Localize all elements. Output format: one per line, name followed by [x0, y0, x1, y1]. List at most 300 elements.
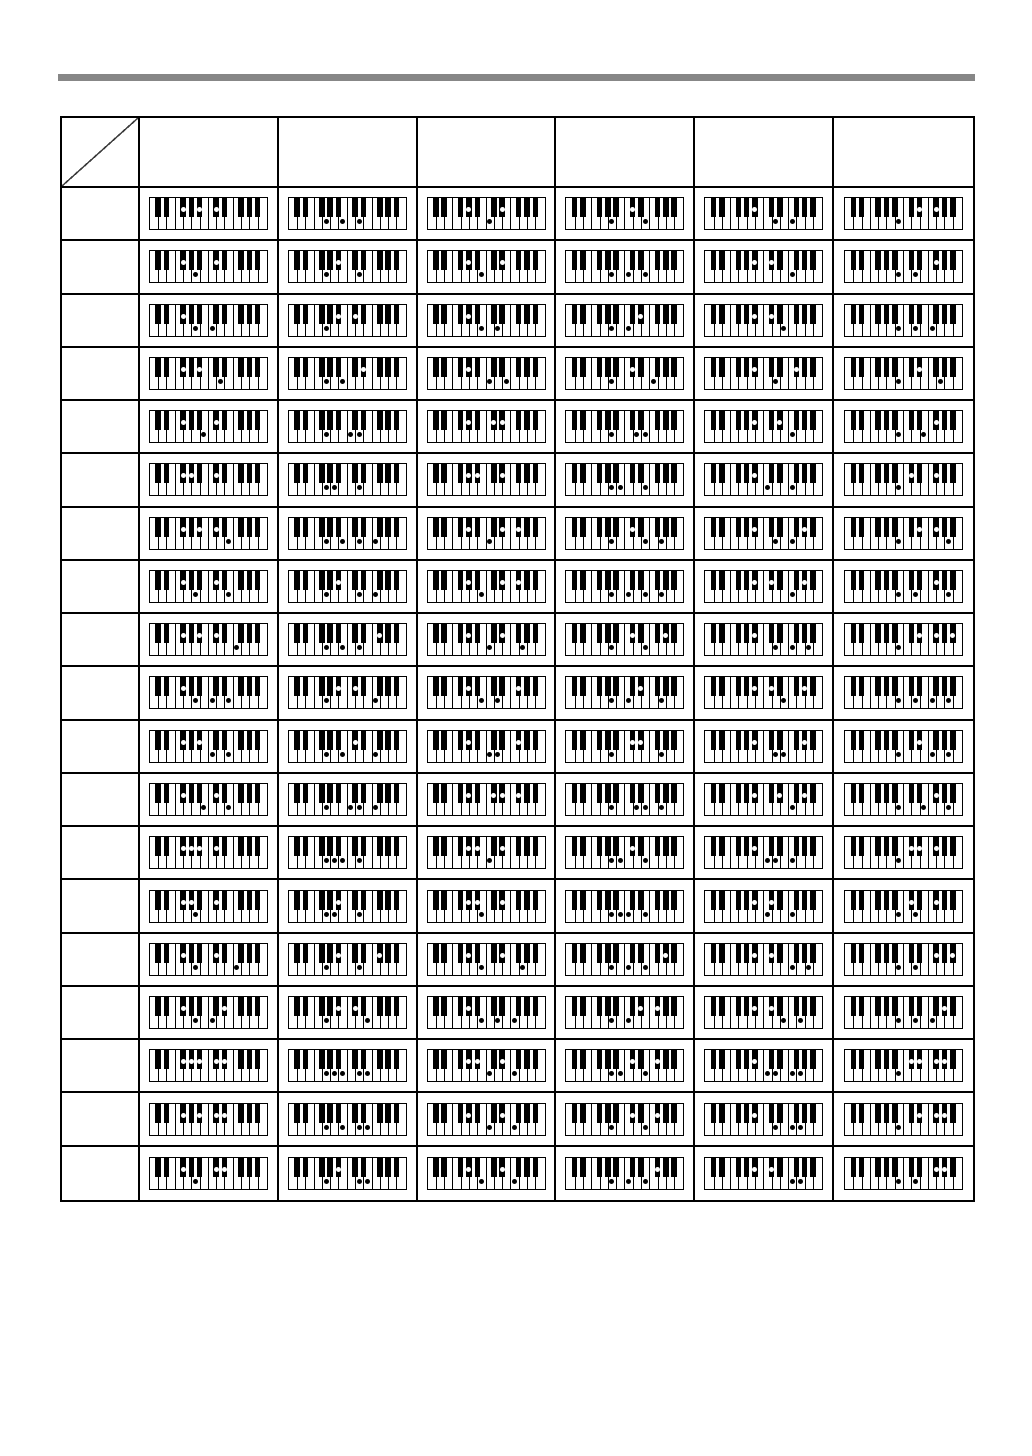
black-key [319, 251, 325, 270]
black-key [630, 677, 636, 696]
white-key-divider [870, 358, 871, 389]
white-key-divider [175, 411, 176, 442]
white-key-divider [452, 677, 453, 708]
pressed-white-key-dot [798, 1179, 803, 1184]
black-key [394, 358, 400, 377]
pressed-black-key-dot [181, 580, 186, 585]
white-key-divider [175, 358, 176, 389]
white-key-divider [730, 731, 731, 762]
pressed-black-key-dot [214, 420, 219, 425]
pressed-black-key-dot [353, 1006, 358, 1011]
pressed-black-key-dot [769, 580, 774, 585]
white-key-divider [314, 891, 315, 922]
chord-cell [695, 561, 834, 614]
black-key [394, 731, 400, 750]
column-header-cell [418, 118, 557, 188]
white-key-divider [314, 944, 315, 975]
black-key [189, 731, 195, 750]
keyboard-diagram [704, 836, 823, 869]
black-key [255, 997, 261, 1016]
white-key-divider [928, 518, 929, 549]
white-key-divider [870, 731, 871, 762]
keyboard-diagram [565, 304, 684, 337]
keyboard-diagram [704, 1103, 823, 1136]
keyboard-diagram [565, 1157, 684, 1190]
black-key [385, 784, 391, 803]
black-key [942, 571, 948, 590]
white-key-divider [208, 677, 209, 708]
white-key-divider [870, 784, 871, 815]
pressed-white-key-dot [487, 1125, 492, 1130]
black-key [777, 571, 783, 590]
white-key-divider [591, 731, 592, 762]
black-key [736, 997, 742, 1016]
white-key-divider [788, 518, 789, 549]
black-key [875, 1104, 881, 1123]
black-key [377, 571, 383, 590]
black-key [516, 997, 522, 1016]
black-key [197, 784, 203, 803]
black-key [777, 837, 783, 856]
black-key [441, 1050, 447, 1069]
black-key [777, 731, 783, 750]
black-key [524, 997, 530, 1016]
white-key-divider [208, 198, 209, 229]
black-key [744, 411, 750, 430]
black-key [524, 305, 530, 324]
black-key [580, 358, 586, 377]
white-key-divider [486, 624, 487, 655]
black-key [533, 731, 539, 750]
black-key [613, 1104, 619, 1123]
keyboard-diagram [149, 410, 268, 443]
keyboard-diagram [427, 783, 546, 816]
black-key [884, 571, 890, 590]
white-key-divider [486, 251, 487, 282]
white-key-divider [928, 624, 929, 655]
white-key-divider [870, 1158, 871, 1189]
pressed-black-key-dot [214, 846, 219, 851]
black-key [580, 411, 586, 430]
black-key [711, 624, 717, 643]
pressed-black-key-dot [181, 260, 186, 265]
white-key-divider [649, 198, 650, 229]
pressed-white-key-dot [520, 645, 525, 650]
black-key [524, 837, 530, 856]
white-key-divider [372, 305, 373, 336]
chord-cell [140, 880, 279, 933]
white-key-divider [347, 837, 348, 868]
pressed-black-key-dot [655, 1167, 660, 1172]
black-key [197, 251, 203, 270]
black-key [361, 251, 367, 270]
row-label-cell [62, 188, 140, 241]
white-key-divider [928, 837, 929, 868]
black-key [394, 571, 400, 590]
white-key-divider [870, 464, 871, 495]
pressed-white-key-dot [643, 912, 648, 917]
black-key [950, 1104, 956, 1123]
black-key [533, 518, 539, 537]
white-key-divider [510, 784, 511, 815]
black-key [164, 944, 170, 963]
black-key [572, 677, 578, 696]
black-key [605, 1050, 611, 1069]
pressed-black-key-dot [214, 633, 219, 638]
pressed-white-key-dot [773, 1071, 778, 1076]
black-key [580, 571, 586, 590]
chord-cell [834, 561, 973, 614]
pressed-black-key-dot [934, 846, 939, 851]
black-key [663, 731, 669, 750]
black-key [361, 1050, 367, 1069]
keyboard-diagram [149, 890, 268, 923]
white-key-divider [730, 677, 731, 708]
white-key-divider [314, 624, 315, 655]
pressed-black-key-dot [181, 1006, 186, 1011]
black-key [572, 731, 578, 750]
black-key [942, 891, 948, 910]
black-key [917, 411, 923, 430]
pressed-white-key-dot [896, 219, 901, 224]
keyboard-diagram [844, 250, 963, 283]
black-key [499, 997, 505, 1016]
black-key [238, 251, 244, 270]
black-key [303, 997, 309, 1016]
pressed-white-key-dot [790, 858, 795, 863]
black-key [433, 784, 439, 803]
keyboard-diagram [427, 197, 546, 230]
black-key [433, 837, 439, 856]
pressed-white-key-dot [357, 805, 362, 810]
pressed-white-key-dot [609, 485, 614, 490]
pressed-white-key-dot [479, 592, 484, 597]
black-key [810, 305, 816, 324]
pressed-black-key-dot [802, 740, 807, 745]
chord-cell [279, 295, 418, 348]
keyboard-diagram [288, 250, 407, 283]
black-key [638, 411, 644, 430]
white-key-divider [314, 411, 315, 442]
pressed-white-key-dot [896, 752, 901, 757]
chord-cell [279, 614, 418, 667]
white-key-divider [763, 518, 764, 549]
black-key [361, 784, 367, 803]
keyboard-diagram [149, 357, 268, 390]
pressed-white-key-dot [930, 698, 935, 703]
black-key [909, 1104, 915, 1123]
pressed-white-key-dot [946, 592, 951, 597]
black-key [377, 837, 383, 856]
black-key [655, 624, 661, 643]
black-key [663, 571, 669, 590]
black-key [884, 1158, 890, 1177]
black-key [794, 464, 800, 483]
white-key-divider [730, 1158, 731, 1189]
white-key-divider [510, 1158, 511, 1189]
black-key [933, 677, 939, 696]
black-key [377, 411, 383, 430]
black-key [630, 891, 636, 910]
black-key [155, 837, 161, 856]
black-key [597, 837, 603, 856]
black-key [875, 198, 881, 217]
black-key [794, 997, 800, 1016]
pressed-black-key-dot [214, 527, 219, 532]
white-key-divider [486, 944, 487, 975]
black-key [917, 944, 923, 963]
keyboard-diagram [288, 890, 407, 923]
chord-cell [556, 667, 695, 720]
black-key [744, 1158, 750, 1177]
black-key [189, 358, 195, 377]
black-key [533, 571, 539, 590]
black-key [524, 358, 530, 377]
black-key [802, 1104, 808, 1123]
pressed-white-key-dot [324, 326, 329, 331]
black-key [605, 837, 611, 856]
black-key [394, 305, 400, 324]
black-key [777, 464, 783, 483]
black-key [794, 837, 800, 856]
pressed-white-key-dot [634, 432, 639, 437]
chord-cell [140, 774, 279, 827]
pressed-white-key-dot [324, 219, 329, 224]
black-key [736, 1104, 742, 1123]
black-key [197, 1158, 203, 1177]
black-key [197, 944, 203, 963]
black-key [433, 251, 439, 270]
black-key [255, 837, 261, 856]
white-key-divider [649, 731, 650, 762]
pressed-black-key-dot [917, 740, 922, 745]
black-key [361, 677, 367, 696]
white-key-divider [730, 464, 731, 495]
black-key [475, 251, 481, 270]
white-key-divider [788, 358, 789, 389]
black-key [719, 891, 725, 910]
black-key [736, 571, 742, 590]
pressed-white-key-dot [896, 912, 901, 917]
white-key-divider [928, 571, 929, 602]
black-key [605, 731, 611, 750]
white-key-divider [372, 1050, 373, 1081]
column-header-cell [556, 118, 695, 188]
pressed-white-key-dot [365, 1018, 370, 1023]
black-key [859, 891, 865, 910]
keyboard-diagram [844, 676, 963, 709]
black-key [197, 305, 203, 324]
black-key [327, 305, 333, 324]
white-key-divider [591, 677, 592, 708]
black-key [909, 677, 915, 696]
pressed-white-key-dot [790, 539, 795, 544]
black-key [524, 198, 530, 217]
black-key [769, 198, 775, 217]
black-key [875, 305, 881, 324]
black-key [851, 198, 857, 217]
pressed-white-key-dot [609, 912, 614, 917]
row-label-cell [62, 1147, 140, 1200]
black-key [605, 624, 611, 643]
white-key-divider [347, 624, 348, 655]
black-key [458, 1104, 464, 1123]
pressed-white-key-dot [781, 1018, 786, 1023]
pressed-white-key-dot [626, 965, 631, 970]
black-key [942, 677, 948, 696]
white-key-divider [649, 358, 650, 389]
pressed-black-key-dot [181, 793, 186, 798]
pressed-white-key-dot [201, 432, 206, 437]
black-key [294, 1104, 300, 1123]
pressed-black-key-dot [214, 1167, 219, 1172]
black-key [950, 305, 956, 324]
black-key [663, 997, 669, 1016]
black-key [572, 358, 578, 377]
keyboard-diagram [288, 517, 407, 550]
black-key [255, 677, 261, 696]
white-key-divider [903, 891, 904, 922]
white-key-divider [903, 251, 904, 282]
pressed-white-key-dot [626, 272, 631, 277]
black-key [238, 1050, 244, 1069]
white-key-divider [870, 305, 871, 336]
chord-cell [279, 880, 418, 933]
row-label-cell [62, 508, 140, 561]
white-key-divider [372, 1158, 373, 1189]
white-key-divider [452, 997, 453, 1028]
black-key [441, 837, 447, 856]
white-key-divider [591, 411, 592, 442]
section-divider-rule [58, 74, 975, 81]
black-key [189, 677, 195, 696]
keyboard-diagram [844, 304, 963, 337]
chord-cell [140, 401, 279, 454]
chord-cell [695, 401, 834, 454]
black-key [524, 571, 530, 590]
black-key [736, 305, 742, 324]
white-key-divider [730, 358, 731, 389]
black-key [655, 784, 661, 803]
white-key-divider [452, 358, 453, 389]
black-key [294, 358, 300, 377]
pressed-white-key-dot [332, 1071, 337, 1076]
black-key [164, 891, 170, 910]
white-key-divider [486, 1158, 487, 1189]
pressed-white-key-dot [930, 1018, 935, 1023]
keyboard-diagram [149, 730, 268, 763]
black-key [744, 837, 750, 856]
chord-cell [834, 774, 973, 827]
black-key [516, 358, 522, 377]
black-key [859, 1050, 865, 1069]
chord-cell [834, 667, 973, 720]
chord-cell [695, 667, 834, 720]
black-key [516, 1158, 522, 1177]
black-key [327, 837, 333, 856]
keyboard-diagram [565, 890, 684, 923]
pressed-white-key-dot [790, 592, 795, 597]
chord-cell [834, 295, 973, 348]
white-key-divider [591, 358, 592, 389]
black-key [909, 624, 915, 643]
keyboard-diagram [149, 836, 268, 869]
chord-cell [418, 987, 557, 1040]
black-key [671, 1050, 677, 1069]
white-key-divider [903, 784, 904, 815]
pressed-white-key-dot [324, 1018, 329, 1023]
black-key [336, 518, 342, 537]
black-key [744, 677, 750, 696]
chord-cell [834, 987, 973, 1040]
black-key [361, 624, 367, 643]
white-key-divider [591, 1158, 592, 1189]
black-key [433, 518, 439, 537]
black-key [164, 251, 170, 270]
white-key-divider [788, 251, 789, 282]
black-key [533, 464, 539, 483]
black-key [238, 731, 244, 750]
chord-cell [279, 454, 418, 507]
black-key [572, 1050, 578, 1069]
chord-cell [140, 1147, 279, 1200]
black-key [884, 624, 890, 643]
white-key-divider [788, 837, 789, 868]
keyboard-diagram [288, 463, 407, 496]
black-key [572, 518, 578, 537]
pressed-white-key-dot [340, 1125, 345, 1130]
pressed-black-key-dot [336, 314, 341, 319]
pressed-white-key-dot [798, 1018, 803, 1023]
black-key [859, 837, 865, 856]
black-key [630, 251, 636, 270]
black-key [580, 944, 586, 963]
white-key-divider [372, 198, 373, 229]
pressed-white-key-dot [896, 485, 901, 490]
chord-cell [418, 1147, 557, 1200]
black-key [580, 891, 586, 910]
pressed-white-key-dot [618, 858, 623, 863]
black-key [917, 571, 923, 590]
black-key [711, 837, 717, 856]
black-key [851, 1050, 857, 1069]
chord-cell [556, 774, 695, 827]
black-key [719, 464, 725, 483]
black-key [711, 198, 717, 217]
black-key [319, 944, 325, 963]
white-key-divider [624, 1050, 625, 1081]
pressed-white-key-dot [234, 645, 239, 650]
black-key [655, 411, 661, 430]
row-label-cell [62, 614, 140, 667]
white-key-divider [372, 731, 373, 762]
black-key [533, 784, 539, 803]
black-key [719, 518, 725, 537]
white-key-divider [763, 305, 764, 336]
black-key [319, 731, 325, 750]
white-key-divider [649, 464, 650, 495]
black-key [663, 251, 669, 270]
white-key-divider [903, 944, 904, 975]
pressed-black-key-dot [934, 900, 939, 905]
white-key-divider [510, 198, 511, 229]
black-key [613, 677, 619, 696]
pressed-black-key-dot [353, 740, 358, 745]
pressed-black-key-dot [197, 527, 202, 532]
black-key [671, 571, 677, 590]
black-key [802, 944, 808, 963]
black-key [802, 1050, 808, 1069]
